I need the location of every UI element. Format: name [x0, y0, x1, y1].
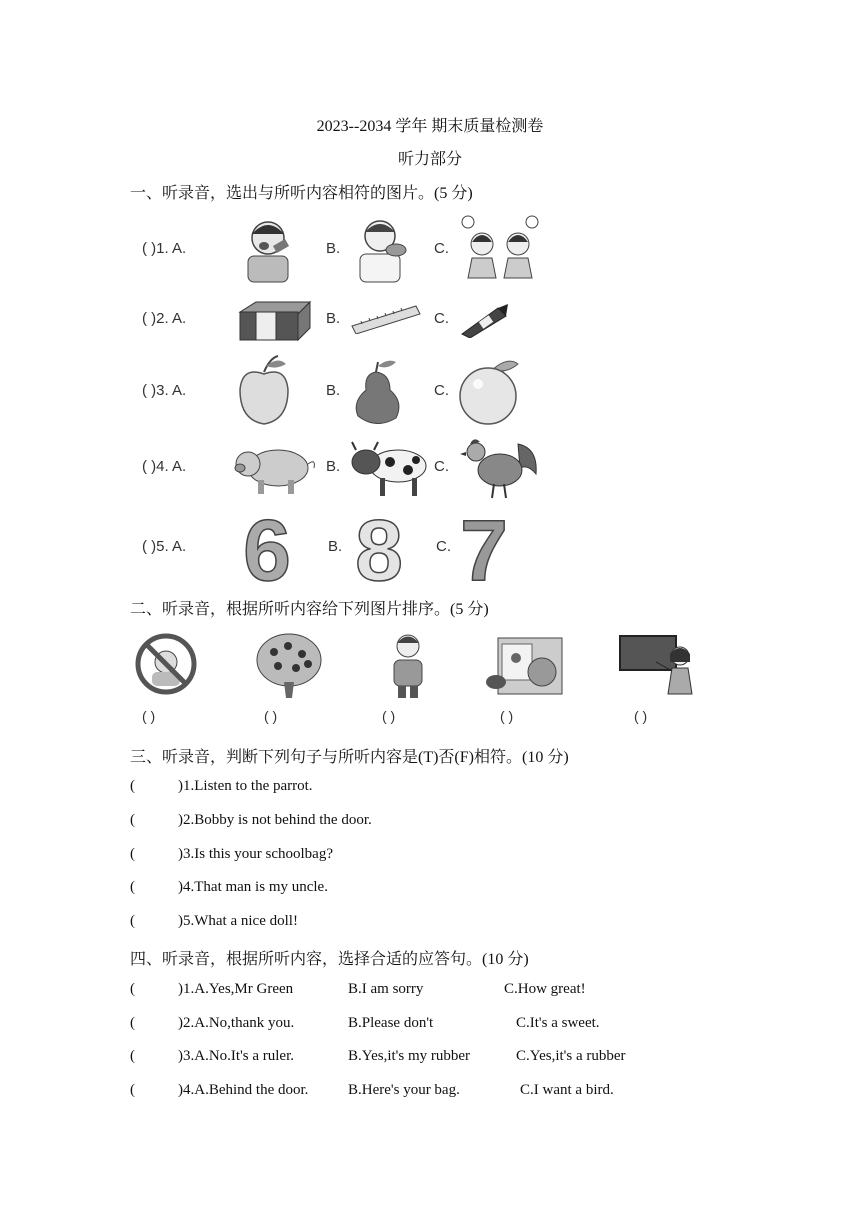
s1-q4-label: ( )4. A.	[142, 458, 187, 475]
s4-item-3	[130, 1048, 730, 1068]
number-8-icon	[350, 510, 408, 586]
section-3-heading: 三、听录音，判断下列句子与所听内容是(T)否(F)相符。(10 分)	[130, 749, 569, 766]
s4-item-2	[130, 1015, 730, 1035]
s2-blank-1[interactable]: ( )	[142, 708, 156, 724]
s3-item-3	[130, 846, 333, 863]
s1-q3-b: B.	[326, 382, 341, 399]
boy-icon	[388, 630, 428, 700]
svg-text:8: 8	[355, 510, 403, 586]
no-eating-sign-icon	[134, 632, 198, 696]
number-6-icon	[238, 510, 296, 586]
s4-item-3-a: )3.A.No.It's a ruler.	[178, 1048, 295, 1064]
fruit-tree-icon	[254, 632, 324, 700]
s1-q1-label: ( )1. A.	[142, 240, 187, 257]
s2-blank-2[interactable]: ( )	[264, 708, 278, 724]
s1-q4-b: B.	[326, 458, 341, 475]
section-1-heading: 一、听录音，选出与所听内容相符的图片。(5 分)	[130, 185, 473, 202]
ruler-icon	[350, 304, 422, 334]
s1-q2-c: C.	[434, 310, 449, 327]
s1-question-3	[142, 354, 562, 428]
two-girls-talking-icon	[458, 214, 542, 284]
svg-text:6: 6	[243, 510, 291, 586]
s1-q1-b: B.	[326, 240, 341, 257]
orange-icon	[456, 356, 522, 426]
s4-item-4-c: C.I want a bird.	[520, 1082, 614, 1098]
rooster-icon	[458, 434, 542, 502]
s1-question-5	[142, 508, 562, 588]
pig-icon	[234, 440, 318, 496]
s3-item-3-text: )3.Is this your schoolbag?	[178, 846, 333, 862]
s4-item-1-c: C.How great!	[504, 981, 586, 997]
s4-item-4-paren[interactable]: (	[130, 1082, 135, 1098]
s3-item-2-paren[interactable]: (	[130, 812, 135, 828]
page-subtitle: 听力部分	[397, 151, 462, 168]
s1-q3-label: ( )3. A.	[142, 382, 187, 399]
eraser-icon	[234, 298, 314, 344]
s4-item-1-b: B.I am sorry	[348, 981, 424, 997]
boy-sandwich-icon	[350, 214, 414, 284]
s3-item-4	[130, 879, 328, 896]
s3-item-3-paren[interactable]: (	[130, 846, 135, 862]
section-2-heading: 二、听录音，根据所听内容给下列图片排序。(5 分)	[130, 601, 489, 618]
number-7-icon	[458, 510, 510, 586]
s1-q5-c: C.	[436, 538, 451, 555]
s1-q1-c: C.	[434, 240, 449, 257]
s1-q5-label: ( )5. A.	[142, 538, 187, 555]
s4-item-1-a: )1.A.Yes,Mr Green	[178, 981, 294, 997]
s4-item-2-b: B.Please don't	[348, 1015, 434, 1031]
s2-blank-3[interactable]: ( )	[382, 708, 396, 724]
svg-text:7: 7	[460, 510, 508, 586]
s3-item-4-paren[interactable]: (	[130, 879, 135, 895]
s3-item-5-text: )5.What a nice doll!	[178, 913, 298, 929]
s1-question-1	[142, 214, 562, 286]
s3-item-2	[130, 812, 372, 829]
s1-q2-label: ( )2. A.	[142, 310, 187, 327]
s1-question-2	[142, 296, 562, 346]
cow-icon	[350, 436, 432, 500]
pear-icon	[348, 358, 408, 426]
s2-blank-5[interactable]: ( )	[634, 708, 648, 724]
s3-item-1	[130, 778, 313, 795]
s1-q3-c: C.	[434, 382, 449, 399]
teacher-blackboard-icon	[618, 632, 696, 698]
s3-item-5	[130, 913, 298, 930]
s3-item-2-text: )2.Bobby is not behind the door.	[178, 812, 372, 828]
s1-q5-b: B.	[328, 538, 343, 555]
s2-blank-4[interactable]: ( )	[500, 708, 514, 724]
s1-q4-c: C.	[434, 458, 449, 475]
s4-item-4	[130, 1082, 730, 1102]
s4-item-2-paren[interactable]: (	[130, 1015, 135, 1031]
s4-item-3-b: B.Yes,it's my rubber	[348, 1048, 471, 1064]
s4-item-3-paren[interactable]: (	[130, 1048, 135, 1064]
s3-item-1-paren[interactable]: (	[130, 778, 135, 794]
s3-item-4-text: )4.That man is my uncle.	[178, 879, 328, 895]
s4-item-2-c: C.It's a sweet.	[516, 1015, 600, 1031]
s3-item-5-paren[interactable]: (	[130, 913, 135, 929]
s4-item-1	[130, 981, 730, 1001]
s4-item-4-a: )4.A.Behind the door.	[178, 1082, 309, 1098]
s1-question-4	[142, 434, 562, 502]
s4-item-1-paren[interactable]: (	[130, 981, 135, 997]
s3-item-1-text: )1.Listen to the parrot.	[178, 778, 313, 794]
s4-item-4-b: B.Here's your bag.	[348, 1082, 460, 1098]
page-title: 2023--2034 学年 期末质量检测卷	[316, 118, 544, 135]
section-4-heading: 四、听录音，根据所听内容，选择合适的应答句。(10 分)	[130, 951, 529, 968]
crayon-icon	[458, 302, 510, 338]
picture-board-icon	[484, 636, 564, 698]
boy-eating-icon	[234, 214, 302, 284]
s4-item-3-c: C.Yes,it's a rubber	[516, 1048, 626, 1064]
apple-icon	[234, 354, 294, 428]
s4-item-2-a: )2.A.No,thank you.	[178, 1015, 295, 1031]
s1-q2-b: B.	[326, 310, 341, 327]
